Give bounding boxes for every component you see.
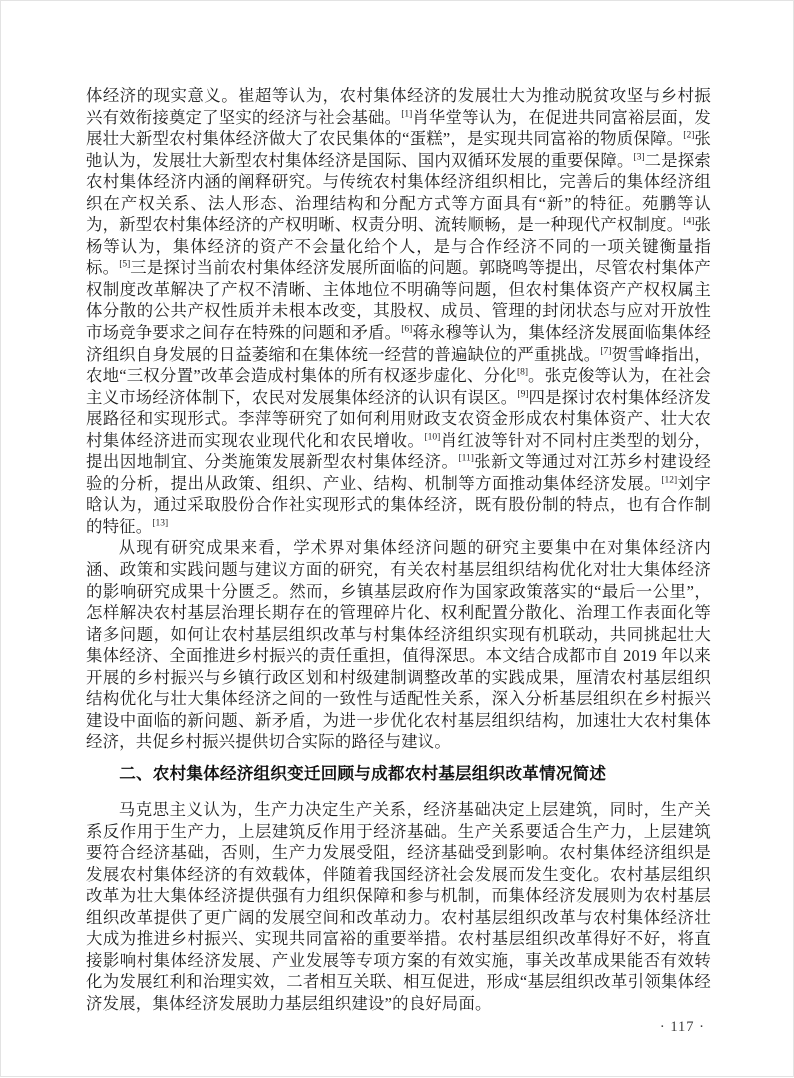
page-container [1, 1, 794, 1078]
citation-marker: [11] [458, 453, 474, 464]
body-paragraph-3: 马克思主义认为，生产力决定生产关系，经济基础决定上层建筑，同时，生产关系反作用于生产力，上层建筑反作用于经济基础。生产关系要适合生产力，上层建筑要符合经济基础，否则，生产力发展受阻，经济基础受到影响。农村集体经济组织是发展农村集体经济的有效载体，伴随着我国经济社会发展而发生变化。农村基层组织改革为壮大集体经济提供强有力组织保障和参与机制，而集体经济发展则为农村基层组织改革提供了更广阔的发展空间和改革动力。农村基层组织改革与农村集体经济壮大成为推进乡村振兴、实现共同富裕的重要举措。农村基层组织改革得好不好，将直接影响村集体经济发展、产业发展等专项方案的有效实施，事关改革成果能否有效转化为发展红利和治理实效，二者相互关联、相互促进，形成“基层组织改革引领集体经济发展，集体经济发展助力基层组织建设”的良好局面。 [86, 799, 711, 1013]
citation-marker: [12] [661, 475, 678, 486]
citation-marker: [2] [683, 130, 695, 141]
section-heading: 二、农村集体经济组织变迁回顾与成都农村基层组织改革情况简述 [119, 763, 607, 783]
body-paragraph-2: 从现有研究成果来看，学术界对集体经济问题的研究主要集中在对集体经济内涵、政策和实践问题与建议方面的研究，有关农村基层组织结构优化对壮大集体经济的影响研究成果十分匮乏。然而，乡镇基层政府作为国家政策落实的“最后一公里”，怎样解决农村基层治理长期存在的管理碎片化、权利配置分散化、治理工作表面化等诸多问题，如何让农村基层组织改革与村集体经济组织实现有机联动，共同挑起壮大集体经济、全面推进乡村振兴的责任重担，值得深思。本文结合成都市自 2019 年以来开展的乡村振兴与乡镇行政区划和村级建制调整改革的实践成果，厘清农村基层组织结构优化与壮大集体经济之间的一致性与适配性关系，深入分析基层组织在乡村振兴建设中面临的新问题、新矛盾，为进一步优化农村基层组织结构，加速壮大农村集体经济，共促乡村振兴提供切合实际的路径与建议。 [86, 538, 711, 752]
citation-marker: [5] [119, 259, 131, 270]
text-block [86, 85, 711, 1039]
citation-marker: [13] [152, 518, 169, 529]
citation-marker: [10] [424, 432, 441, 443]
citation-marker: [8] [516, 367, 529, 378]
citation-marker: [3] [633, 152, 645, 163]
citation-marker: [6] [401, 324, 413, 335]
citation-marker: [9] [517, 389, 529, 400]
body-paragraph-1: 体经济的现实意义。崔超等认为，农村集体经济的发展壮大为推动脱贫攻坚与乡村振兴有效衔接奠定了坚实的经济与社会基础。[1]肖华堂等认为，在促进共同富裕层面，发展壮大新型农村集体经济做大了农民集体的“蛋糕”，是实现共同富裕的物质保障。[2]张弛认为，发展壮大新型农村集体经济是国际、国内双循环发展的重要保障。[3]二是探索农村集体经济内涵的阐释研究。与传统农村集体经济组织相比，完善后的集体经济组织在产权关系、法人形态、治理结构和分配方式等方面具有“新”的特征。苑鹏等认为，新型农村集体经济的产权明晰、权责分明、流转顺畅，是一种现代产权制度。[4]张杨等认为，集体经济的资产不会量化给个人，是与合作经济不同的一项关键衡量指标。[5]三是探讨当前农村集体经济发展所面临的问题。郭晓鸣等提出，尽管农村集体产权制度改革解决了产权不清晰、主体地位不明确等问题，但农村集体资产产权权属主体分散的公共产权性质并未根本改变，其股权、成员、管理的封闭状态与应对开放性市场竞争要求之间存在特殊的问题和矛盾。[6]蒋永穆等认为，集体经济发展面临集体经济组织自身发展的日益萎缩和在集体统一经营的普遍缺位的严重挑战。[7]贺雪峰指出，农地“三权分置”改革会造成村集体的所有权逐步虚化、分化[8]。张克俊等认为，在社会主义市场经济体制下，农民对发展集体经济的认识有误区。[9]四是探讨农村集体经济发展路径和实现形式。李萍等研究了如何利用财政支农资金形成农村集体资产、壮大农村集体经济进而实现农业现代化和农民增收。[10]肖红波等针对不同村庄类型的划分，提出因地制宜、分类施策发展新型农村集体经济。[11]张新文等通过对江苏乡村建设经验的分析，提出从政策、组织、产业、结构、机制等方面推动集体经济发展。[12]刘宇晗认为，通过采取股份合作社实现形式的集体经济，既有股份制的特点，也有合作制的特征。[13] [86, 86, 712, 536]
citation-marker: [7] [600, 346, 612, 357]
page-number: · 117 · [659, 1019, 705, 1036]
citation-marker: [4] [683, 216, 695, 227]
citation-marker: [1] [401, 109, 413, 120]
